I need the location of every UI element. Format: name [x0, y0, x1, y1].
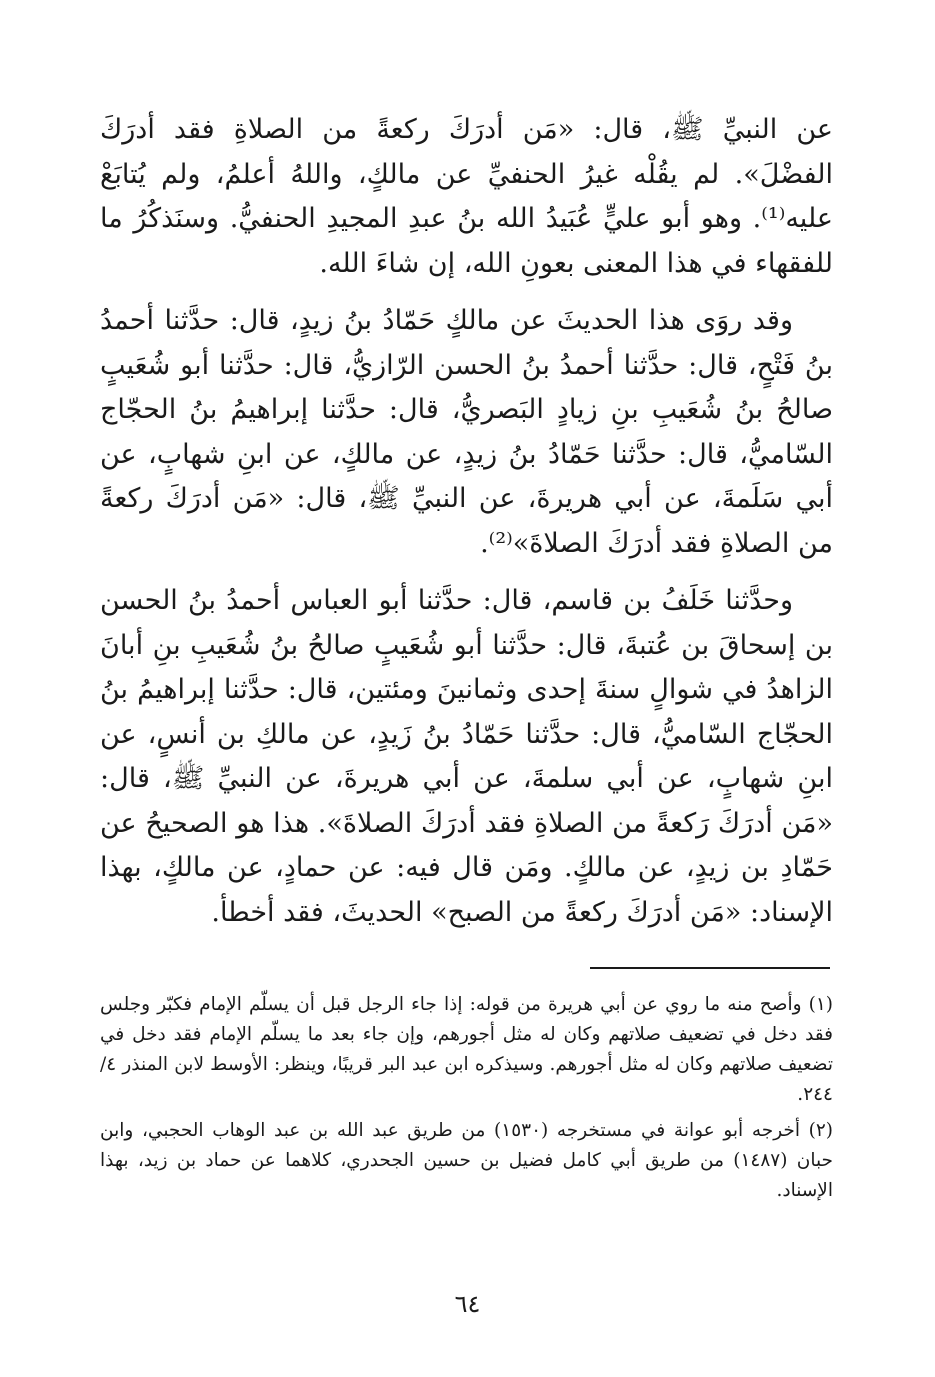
footnotes	[100, 990, 833, 1212]
footnote-divider	[590, 967, 830, 969]
paragraph-1: عن النبيِّ ﷺ، قال: «مَن أدرَكَ ركعةً من الصلاةِ فقد أدرَكَ الفضْلَ». لم يقُلْه غيرُ الحنفيِّ عن مالكٍ، واللهُ أعلمُ، ولم يُتابَعْ عليه⁽¹⁾. وهو أبو عليٍّ عُبَيدُ الله بنُ عبدِ المجيدِ الحنفيُّ. وسنَذكُرُ ما للفقهاء في هذا المعنى بعونِ الله، إن شاءَ الله.	[100, 114, 833, 279]
paragraph-3: وحدَّثنا خَلَفُ بن قاسم، قال: حدَّثنا أبو العباس أحمدُ بنُ الحسن بن إسحاقَ بن عُتبةَ، قال: حدَّثنا أبو شُعَيبٍ صالحُ بنُ شُعَيبِ بنِ أبانَ الزاهدُ في شوالٍ سنةَ إحدى وثمانينَ ومئتين، قال: حدَّثنا إبراهيمُ بنُ الحجّاج السّاميُّ، قال: حدَّثنا حَمّادُ بنُ زَيدٍ، عن مالكِ بن أنسٍ، عن ابنِ شهابٍ، عن أبي سلمةَ، عن أبي هريرةَ، عن النبيِّ ﷺ، قال: «مَن أدرَكَ رَكعةً من الصلاةِ فقد أدرَكَ الصلاةَ». هذا هو الصحيحُ عن حَمّادِ بن زيدٍ، عن مالكٍ. ومَن قال فيه: عن حمادٍ، عن مالكٍ، بهذا الإسناد: «مَن أدرَكَ ركعةً من الصبح» الحديثَ، فقد أخطأ.	[100, 585, 834, 928]
page-number: ٦٤	[454, 1290, 481, 1318]
footnote-2: (٢) أخرجه أبو عوانة في مستخرجه (١٥٣٠) من طريق عبد الله بن عبد الوهاب الحجبي، وابن حبان (١٤٨٧) من طريق أبي كامل فضيل بن حسين الجحدري، كلاهما عن حماد بن زيد، بهذا الإسناد.	[100, 1120, 833, 1201]
main-text	[100, 108, 833, 948]
paragraph-2: وقد روَى هذا الحديثَ عن مالكٍ حَمّادُ بنُ زيدٍ، قال: حدَّثنا أحمدُ بنُ فَتْحٍ، قال: حدَّثنا أحمدُ بنُ الحسن الرّازيُّ، قال: حدَّثنا أبو شُعَيبٍ صالحُ بنُ شُعَيبِ بنِ زيادٍ البَصريُّ، قال: حدَّثنا إبراهيمُ بنُ الحجّاج السّاميُّ، قال: حدَّثنا حَمّادُ بنُ زيدٍ، عن مالكٍ، عن ابنِ شهابٍ، عن أبي سَلَمةَ، عن أبي هريرةَ، عن النبيِّ ﷺ، قال: «مَن أدرَكَ ركعةً من الصلاةِ فقد أدرَكَ الصلاةَ»⁽²⁾.	[100, 305, 833, 559]
footnote-1: (١) وأصح منه ما روي عن أبي هريرة من قوله: إذا جاء الرجل قبل أن يسلّم الإمام فكبّر وجلس فقد دخل في تضعيف صلاتهم وكان له مثل أجورهم، وإن جاء بعد ما يسلّم الإمام فقد دخل في تضعيف صلاتهم وكان له مثل أجورهم. وسيذكره ابن عبد البر قريبًا، وينظر: الأوسط لابن المنذر ٤/ ٢٤٤.	[100, 994, 833, 1105]
